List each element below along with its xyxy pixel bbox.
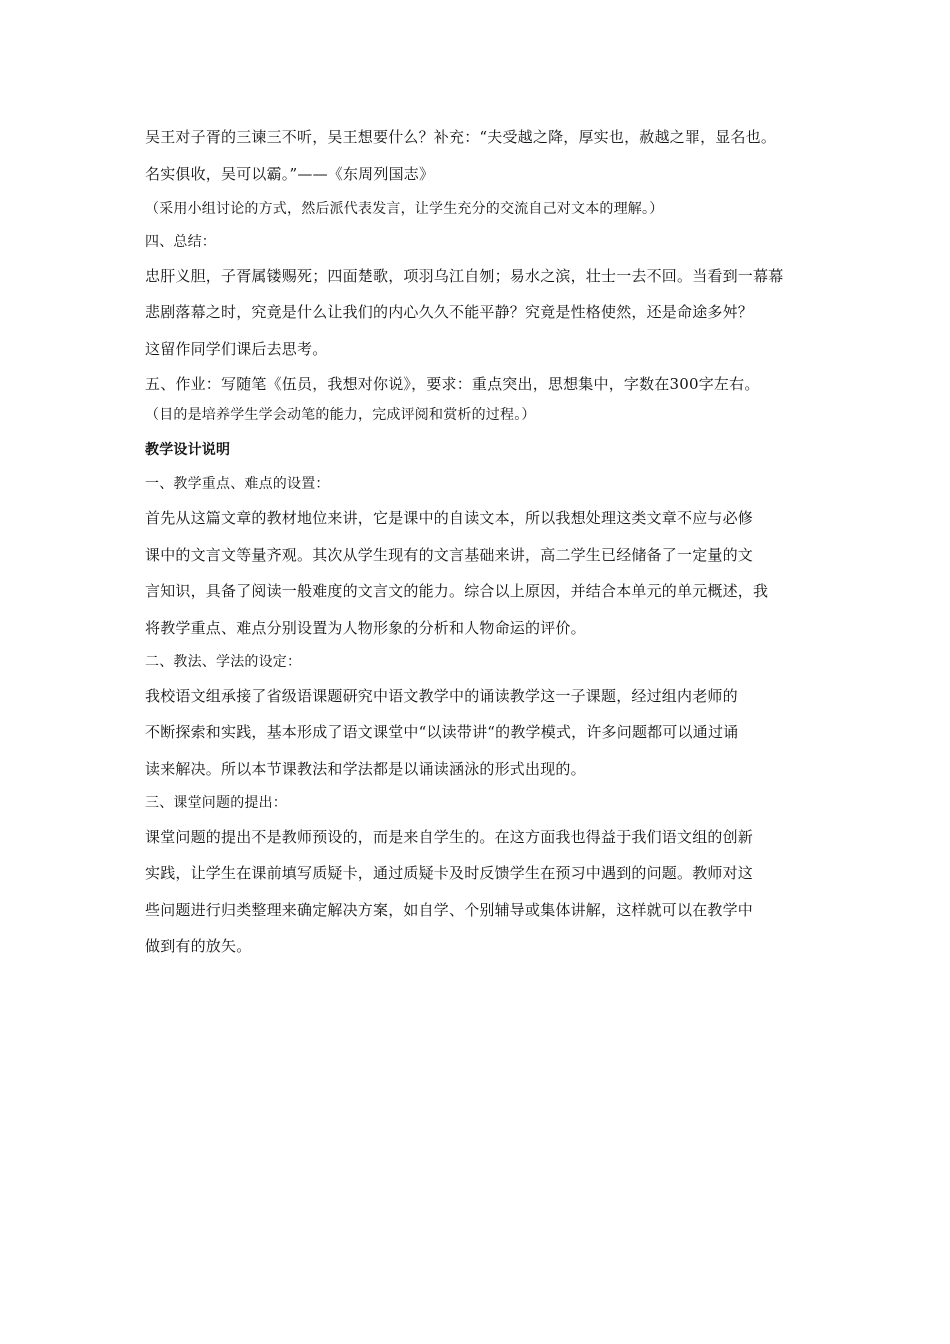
- text-line: 实践，让学生在课前填写质疑卡，通过质疑卡及时反馈学生在预习中遇到的问题。教师对这: [145, 864, 754, 882]
- text-line: 课堂问题的提出不是教师预设的，而是来自学生的。在这方面我也得益于我们语文组的创新: [145, 828, 754, 846]
- text-line: 名实俱收，吴可以霸。”——《东周列国志》: [145, 165, 435, 183]
- text-line: （目的是培养学生学会动笔的能力，完成评阅和赏析的过程。）: [145, 407, 536, 423]
- text-line: 做到有的放矢。: [145, 937, 252, 955]
- section-heading: 四、总结：: [145, 234, 216, 250]
- text-line: 这留作同学们课后去思考。: [145, 340, 328, 358]
- text-line: 吴王对子胥的三谏三不听，吴王想要什么？补充：“夫受越之降，厚实也，赦越之罪，显名也。: [145, 128, 777, 146]
- text-line: 将教学重点、难点分别设置为人物形象的分析和人物命运的评价。: [145, 619, 586, 637]
- text-line: 不断探索和实践，基本形成了语文课堂中“以读带讲“的教学模式，许多问题都可以通过诵: [145, 723, 739, 741]
- text-line: 首先从这篇文章的教材地位来讲，它是课中的自读文本，所以我想处理这类文章不应与必修: [145, 509, 754, 527]
- section-heading: 一、教学重点、难点的设置：: [145, 476, 330, 492]
- text-line: 忠肝义胆，子胥属镂赐死；四面楚歌，项羽乌江自刎；易水之滨，壮士一去不回。当看到一幕幕: [145, 267, 784, 285]
- text-line: 课中的文言文等量齐观。其次从学生现有的文言基础来讲，高二学生已经储备了一定量的文: [145, 546, 754, 564]
- text-line: 悲剧落幕之时，究竟是什么让我们的内心久久不能平静？究竟是性格使然，还是命途多舛？: [145, 303, 754, 321]
- section-title: 教学设计说明: [145, 442, 231, 458]
- text-line: 言知识，具备了阅读一般难度的文言文的能力。综合以上原因，并结合本单元的单元概述，我: [145, 582, 769, 600]
- section-heading: 三、课堂问题的提出：: [145, 795, 287, 811]
- section-heading: 二、教法、学法的设定：: [145, 654, 302, 670]
- text-line: 五、作业：写随笔《伍员，我想对你说》，要求：重点突出，思想集中，字数在300字左右。: [145, 375, 760, 393]
- text-line: （采用小组讨论的方式，然后派代表发言，让学生充分的交流自己对文本的理解。）: [145, 201, 664, 217]
- text-line: 我校语文组承接了省级语课题研究中语文教学中的诵读教学这一子课题，经过组内老师的: [145, 687, 738, 705]
- text-line: 些问题进行归类整理来确定解决方案，如自学、个别辅导或集体讲解，这样就可以在教学中: [145, 901, 754, 919]
- text-line: 读来解决。所以本节课教法和学法都是以诵读涵泳的形式出现的。: [145, 760, 586, 778]
